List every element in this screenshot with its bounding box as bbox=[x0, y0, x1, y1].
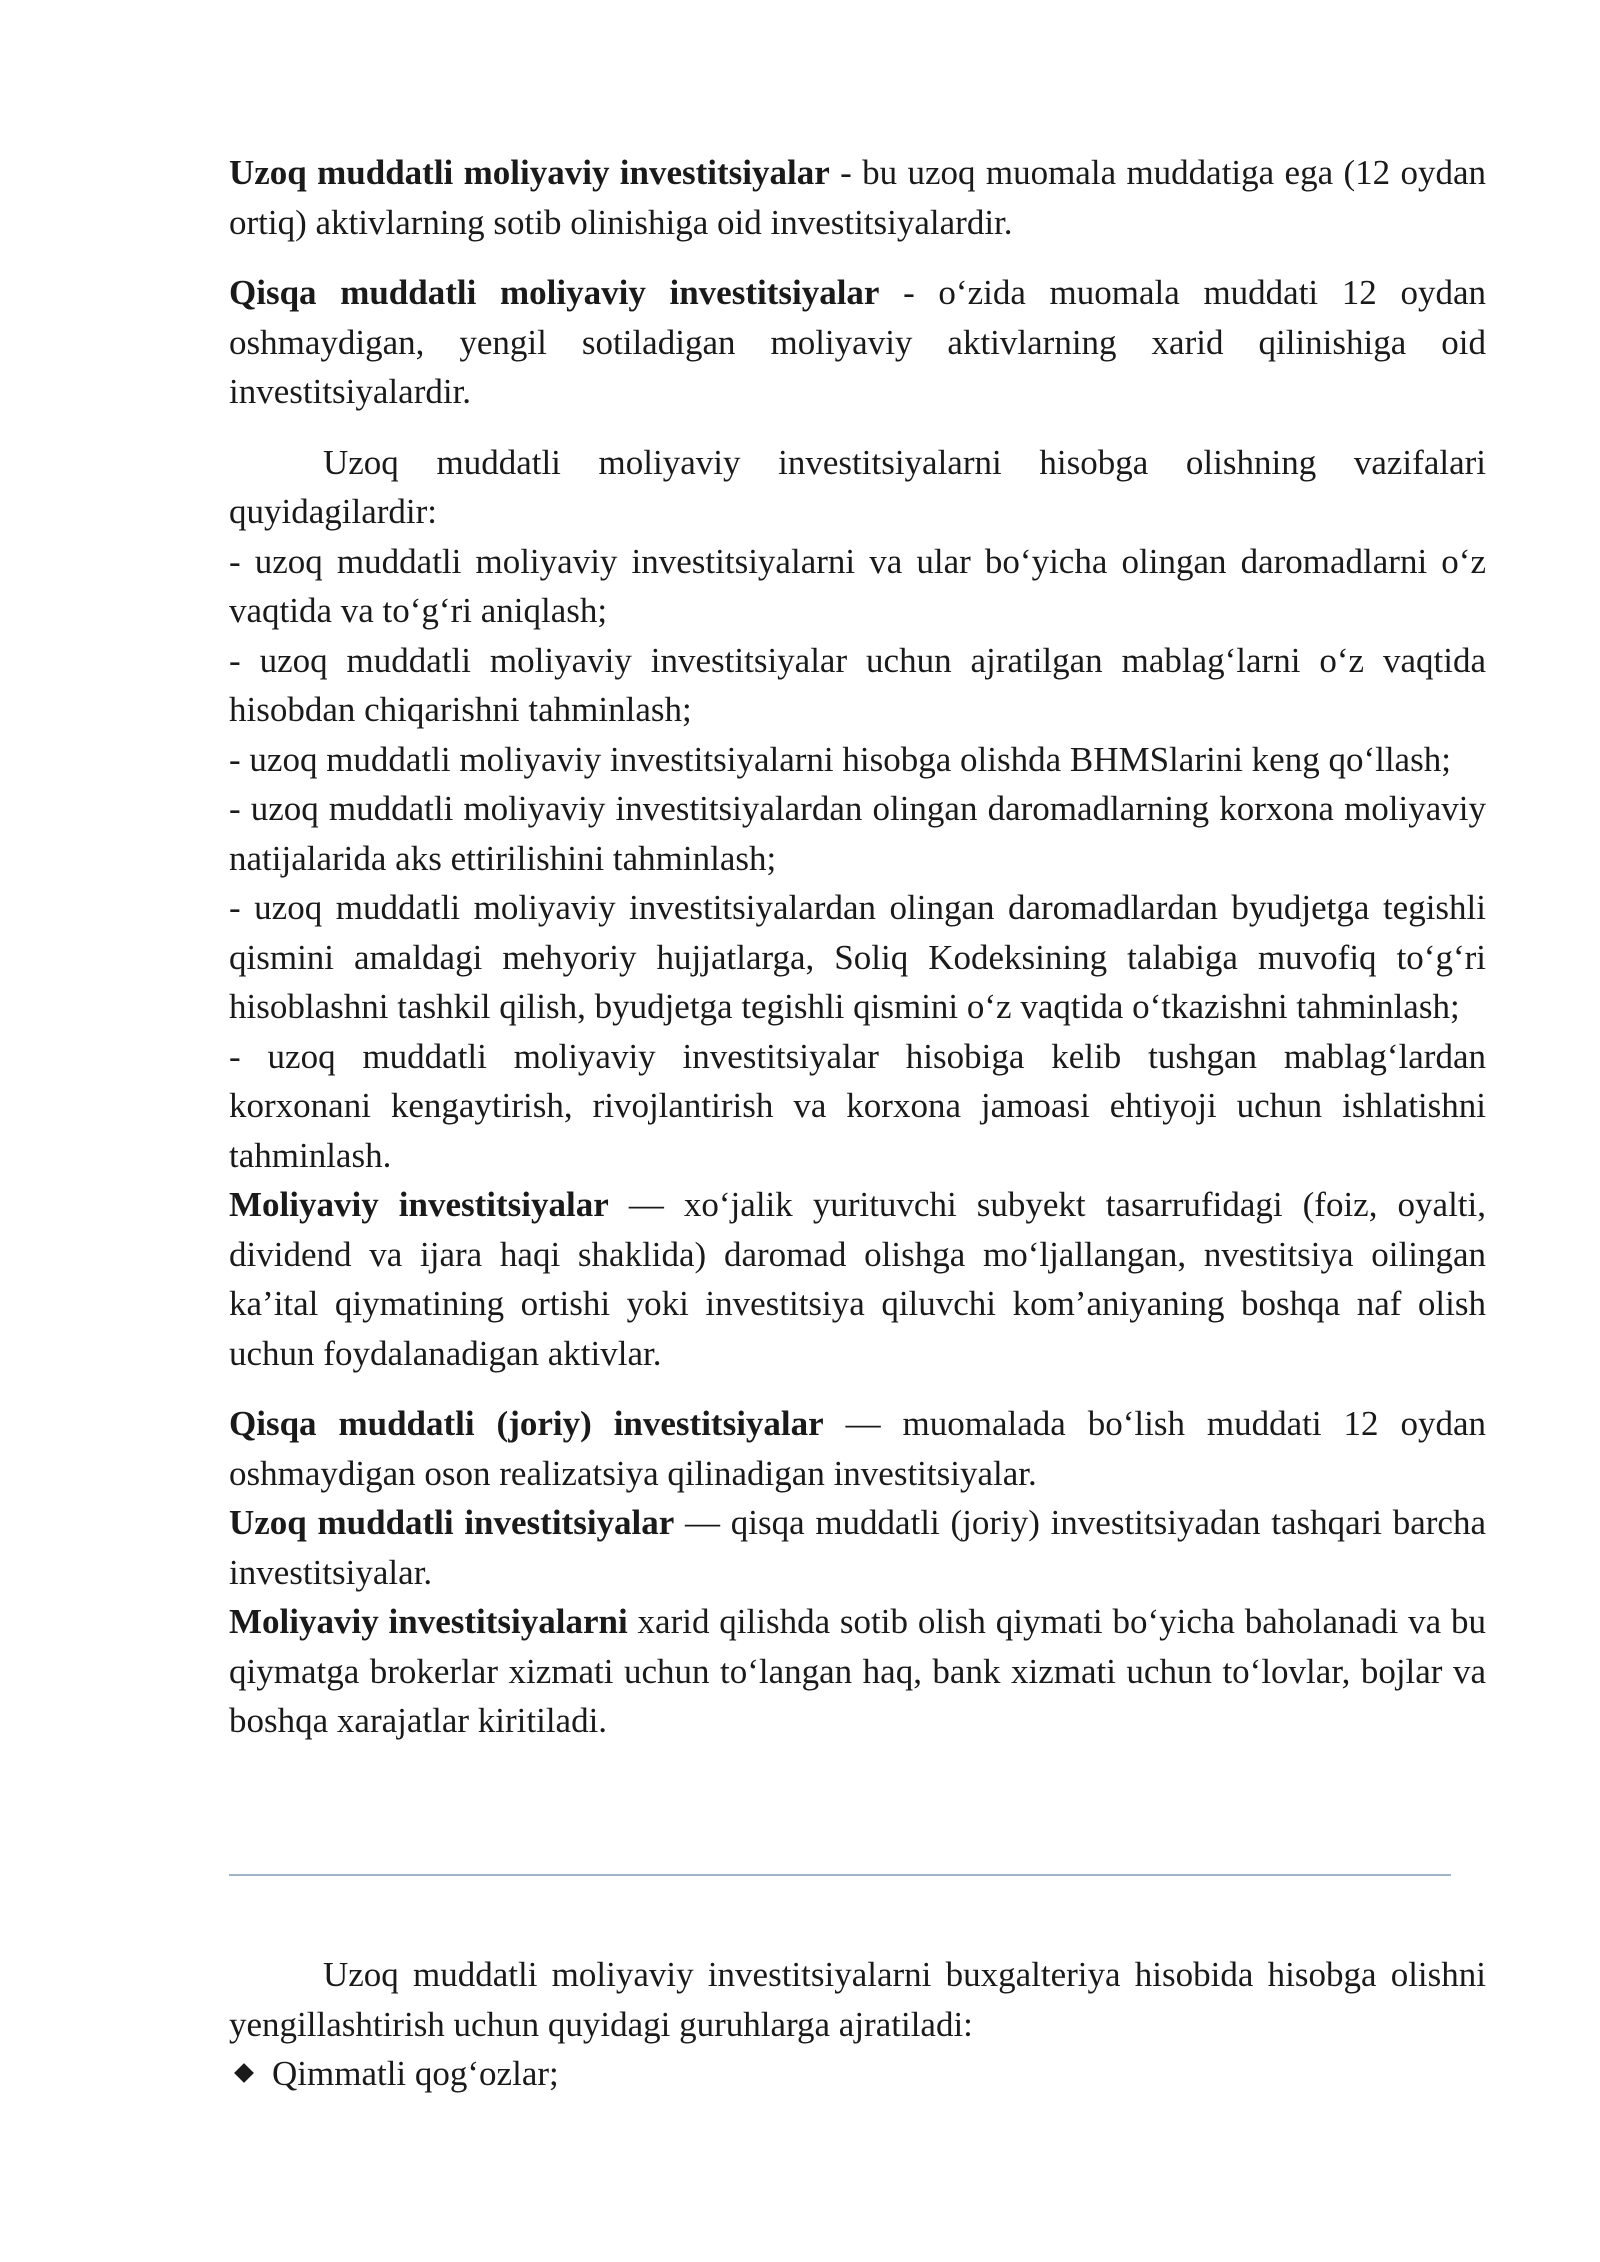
term: Uzoq muddatli investitsiyalar bbox=[229, 1503, 675, 1542]
definition-text: xarid qilishda sotib olish qiymati bo‘yicha baholanadi va bu qiymatga brokerlar xizmati uchun to‘langan haq, bank xizmati uchun to‘lovlar, bojlar va boshqa xarajatlar kiritiladi. bbox=[229, 1602, 1486, 1740]
bullet-item bbox=[229, 2049, 1486, 2099]
definition-long-term-financial bbox=[229, 148, 1486, 247]
definition-short-term-financial bbox=[229, 268, 1486, 417]
term: Qisqa muddatli (joriy) investitsiyalar bbox=[229, 1404, 824, 1443]
horizontal-divider bbox=[229, 1874, 1451, 1876]
bullet-text: Qimmatli qog‘ozlar; bbox=[272, 2054, 559, 2093]
task-item: - uzoq muddatli moliyaviy investitsiyalardan olingan daromadlardan byudjetga tegishli qismini amaldagi mehyoriy hujjatlarga, Soliq Kodeksining talabiga muvofiq to‘g‘ri hisoblashni tashkil qilish, byudjetga tegishli qismini o‘z vaqtida o‘tkazishni tahminlash; bbox=[229, 888, 1486, 1026]
definition-text: — qisqa muddatli (joriy) investitsiyadan tashqari barcha investitsiyalar. bbox=[229, 1503, 1486, 1592]
definition-valuation bbox=[229, 1597, 1486, 1746]
term: Qisqa muddatli moliyaviy investitsiyalar bbox=[229, 273, 880, 312]
definition-long-term bbox=[229, 1498, 1486, 1597]
groups-intro: Uzoq muddatli moliyaviy investitsiyalarni buxgalteriya hisobida hisobga olishni yengillashtirish uchun quyidagi guruhlarga ajratiladi: bbox=[229, 1955, 1486, 2044]
diamond-bullet-icon bbox=[234, 2063, 254, 2083]
term: Uzoq muddatli moliyaviy investitsiyalar bbox=[229, 153, 830, 192]
task-item: - uzoq muddatli moliyaviy investitsiyalardan olingan daromadlarning korxona moliyaviy natijalarida aks ettirilishini tahminlash; bbox=[229, 789, 1486, 878]
term: Moliyaviy investitsiyalarni bbox=[229, 1602, 628, 1641]
definition-text: - bu uzoq muomala muddatiga ega (12 oydan ortiq) aktivlarning sotib olinishiga oid investitsiyalardir. bbox=[229, 153, 1486, 242]
definition-text: — muomalada bo‘lish muddati 12 oydan oshmaydigan oson realizatsiya qilinadigan investitsiyalar. bbox=[229, 1404, 1486, 1493]
definition-short-term-current bbox=[229, 1399, 1486, 1498]
page-content bbox=[229, 148, 1486, 1746]
definition-text: - o‘zida muomala muddati 12 oydan oshmaydigan, yengil sotiladigan moliyaviy aktivlarning xarid qilinishiga oid investitsiyalardir. bbox=[229, 273, 1486, 411]
term: Moliyaviy investitsiyalar bbox=[229, 1185, 609, 1224]
task-item: - uzoq muddatli moliyaviy investitsiyalar uchun ajratilgan mablag‘larni o‘z vaqtida hisobdan chiqarishni tahminlash; bbox=[229, 640, 1486, 729]
definition-financial-investments bbox=[229, 1180, 1486, 1378]
task-item: - uzoq muddatli moliyaviy investitsiyalarni va ular bo‘yicha olingan daromadlarni o‘z vaqtida va to‘g‘ri aniqlash; bbox=[229, 541, 1486, 630]
definition-text: — xo‘jalik yurituvchi subyekt tasarrufidagi (foiz, oyalti, dividend va ijara haqi shaklida) daromad olishga mo‘ljallangan, nvestitsiya oilingan ka’ital qiymatining ortishi yoki investitsiya qiluvchi kom’aniyaning boshqa naf olish uchun foydalanadigan aktivlar. bbox=[229, 1185, 1486, 1373]
task-item: - uzoq muddatli moliyaviy investitsiyalar hisobiga kelib tushgan mablag‘lardan korxonani kengaytirish, rivojlantirish va korxona jamoasi ehtiyoji uchun ishlatishni tahminlash. bbox=[229, 1036, 1486, 1175]
groups-section bbox=[229, 1950, 1486, 2099]
task-item: - uzoq muddatli moliyaviy investitsiyalarni hisobga olishda BHMSlarini keng qo‘llash; bbox=[229, 739, 1451, 779]
tasks-intro: Uzoq muddatli moliyaviy investitsiyalarni hisobga olishning vazifalari quyidagilardir: bbox=[229, 442, 1486, 531]
